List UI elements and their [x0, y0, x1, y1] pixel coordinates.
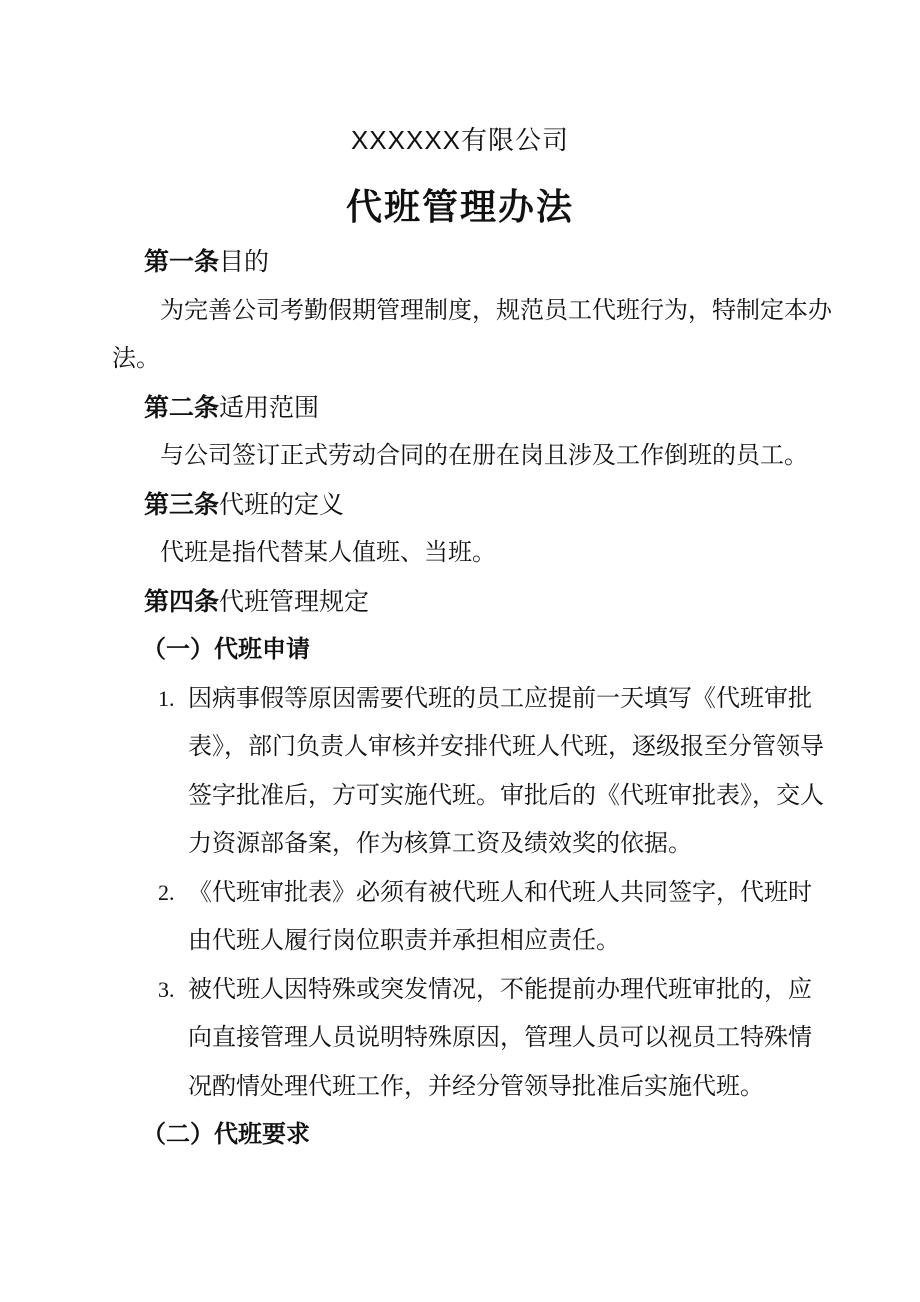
heading-article-3	[144, 481, 787, 530]
document-body	[112, 238, 832, 1160]
text-line: 况酌情处理代班工作，并经分管领导批准后实施代班。	[188, 1073, 764, 1100]
article-3-title: 代班的定义	[219, 490, 345, 519]
text-line: 因病事假等原因需要代班的员工应提前一天填写《代班审批	[188, 685, 812, 712]
article-2-title: 适用范围	[219, 393, 320, 422]
article-2-number: 第二条	[144, 393, 220, 422]
heading-article-4	[144, 578, 787, 627]
article-1-paragraph	[112, 287, 832, 384]
subheading-shift-requirements: （二）代班要求	[142, 1121, 310, 1148]
article-3-paragraph	[112, 529, 787, 578]
text-line: 表》，部门负责人审核并安排代班人代班，逐级报至分管领导	[188, 734, 824, 760]
text-line: 力资源部备案，作为核算工资及绩效奖的依据。	[188, 831, 692, 857]
company-title: XXXXXX有限公司	[350, 125, 570, 155]
list-item-2-number: 2.	[158, 879, 175, 905]
document-title: 代班管理办法	[345, 186, 574, 227]
text-line: 法。	[112, 346, 160, 372]
article-4-title: 代班管理规定	[219, 587, 370, 616]
text-line: 向直接管理人员说明特殊原因，管理人员可以视员工特殊情	[188, 1025, 812, 1051]
list-item-1	[112, 675, 824, 869]
list-item-3-number: 3.	[158, 976, 175, 1002]
article-4-number: 第四条	[144, 587, 220, 616]
list-item-1-number: 1.	[158, 685, 175, 711]
heading-article-2	[144, 384, 787, 433]
heading-article-1	[144, 238, 787, 287]
list-item-2	[112, 869, 812, 966]
article-2-paragraph	[112, 432, 808, 481]
article-3-number: 第三条	[144, 490, 220, 519]
text-line: 《代班审批表》必须有被代班人和代班人共同签字，代班时	[188, 879, 812, 906]
article-1-title: 目的	[219, 248, 270, 276]
text-line: 签字批准后，方可实施代班。审批后的《代班审批表》，交人	[188, 782, 824, 809]
article-1-number: 第一条	[144, 248, 220, 276]
text-line: 被代班人因特殊或突发情况，不能提前办理代班审批的，应	[188, 976, 812, 1003]
text-line: 由代班人履行岗位职责并承担相应责任。	[188, 928, 620, 954]
list-item-3	[112, 966, 812, 1112]
text-line: 代班是指代替某人值班、当班。	[160, 540, 496, 566]
text-line: 为完善公司考勤假期管理制度，规范员工代班行为，特制定本办	[160, 297, 832, 324]
subheading-shift-application: （一）代班申请	[142, 636, 310, 663]
text-line: 与公司签订正式劳动合同的在册在岗且涉及工作倒班的员工。	[160, 443, 808, 469]
